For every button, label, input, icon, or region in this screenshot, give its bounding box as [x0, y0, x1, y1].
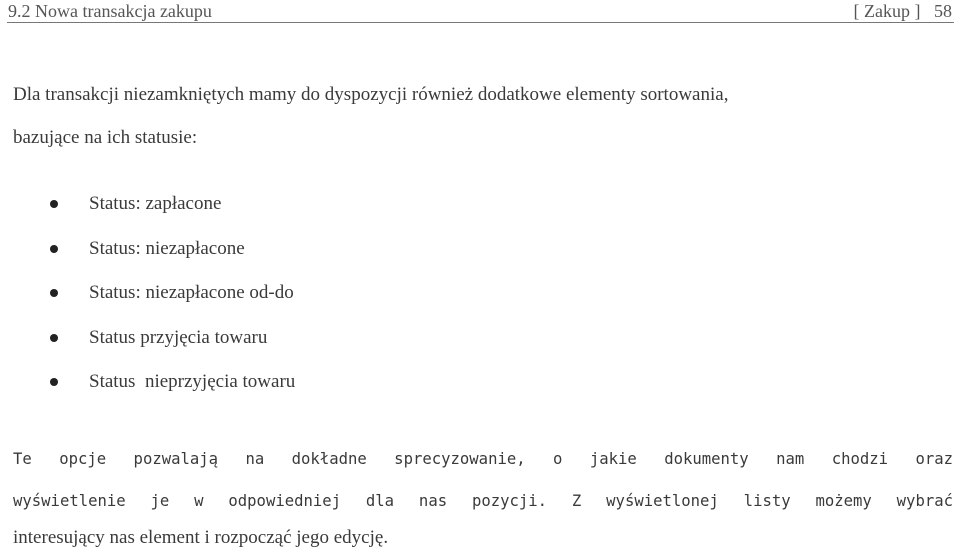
bullet-icon	[50, 200, 58, 208]
intro-line-1: Dla transakcji niezamkniętych mamy do dyspozycji również dodatkowe elementy sortowania,	[13, 84, 729, 105]
options-line-2: wyświetlenie je w odpowiedniej dla nas pozycji. Z wyświetlonej listy możemy wybrać	[13, 492, 953, 510]
bullet-label: Status: niezapłacone od-do	[89, 282, 294, 303]
bullet-label: Status przyjęcia towaru	[89, 326, 268, 348]
intro-paragraph	[13, 73, 953, 159]
page-header	[0, 0, 960, 24]
list-item	[0, 275, 294, 320]
header-rule	[7, 22, 954, 23]
bullet-label: Status: zapłacone	[89, 193, 222, 214]
chapter-page-number: [ Zakup ] 58	[853, 1, 952, 21]
bullet-icon	[50, 334, 58, 342]
closing-line: interesujący nas element i rozpocząć jego edycję.	[13, 527, 389, 548]
list-item	[0, 364, 296, 409]
list-item	[0, 320, 268, 365]
section-title: 9.2 Nowa transakcja zakupu	[8, 1, 212, 21]
list-item	[0, 231, 245, 276]
intro-line-2: bazujące na ich statusie:	[13, 127, 198, 148]
status-bullet-list	[0, 186, 296, 409]
options-paragraph	[13, 438, 953, 522]
bullet-label: Status nieprzyjęcia towaru	[89, 371, 296, 392]
list-item	[0, 186, 222, 231]
bullet-icon	[50, 378, 58, 386]
bullet-icon	[50, 289, 58, 297]
options-line-1: Te opcje pozwalają na dokładne sprecyzowanie, o jakie dokumenty nam chodzi oraz	[13, 450, 953, 468]
bullet-icon	[50, 245, 58, 253]
bullet-label: Status: niezapłacone	[89, 237, 245, 259]
